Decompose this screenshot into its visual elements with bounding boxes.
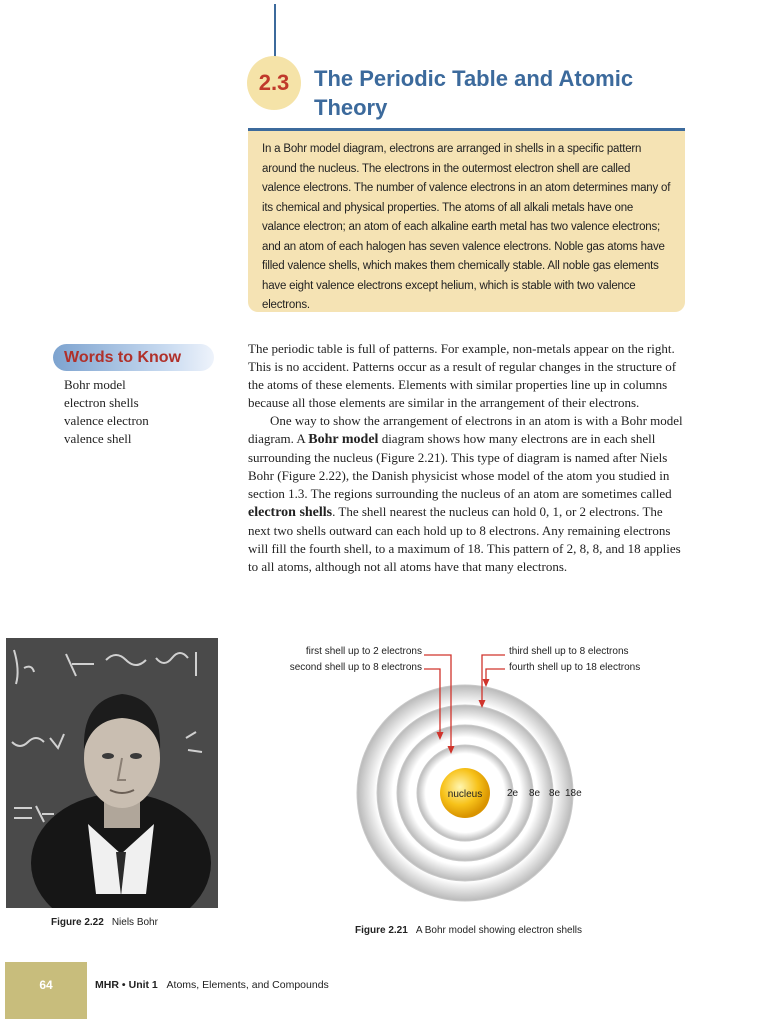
publisher: MHR — [95, 979, 119, 991]
figure-2-22-caption — [51, 917, 158, 928]
figure-caption-text: A Bohr model showing electron shells — [415, 925, 583, 936]
body-paragraph-2 — [248, 412, 688, 576]
header-rule-vertical — [274, 4, 276, 60]
section-number: 2.3 — [258, 70, 290, 95]
page-number: 64 — [39, 978, 53, 992]
capacity-label: 8e — [529, 788, 541, 799]
words-to-know-term: valence shell — [64, 431, 132, 446]
bullet-separator: • — [121, 979, 126, 991]
section-summary-box — [248, 131, 685, 312]
figure-number: Figure 2.22 — [51, 917, 104, 928]
words-to-know-heading: Words to Know — [53, 344, 214, 371]
portrait-illustration — [6, 638, 218, 908]
figure-caption-text: Niels Bohr — [111, 917, 158, 928]
body-text-span: . The shell nearest the nucleus can hold 0, 1, or 2 electrons. The next two shells outward can each hold up to 8 electrons. Any remaining electrons will fill the fourth shell, to a maximum of 18. This pattern of 2, 8, 8, and 18 applies to all atoms, although not all atoms have that many electrons. — [248, 504, 681, 574]
label-third-shell: third shell up to 8 electrons — [509, 646, 629, 657]
body-text-span: diagram shows how many electrons are in each shell surrounding the nucleus (Figure 2.21). This type of diagram is named after Niels Bohr (Figure 2.22), the Danish physicist whose model of the atom you studied in section 1.3. The regions surrounding the nucleus of an atom are sometimes called — [248, 431, 672, 501]
section-title: The Periodic Table and Atomic Theory — [314, 66, 634, 120]
section-summary-text: In a Bohr model diagram, electrons are arranged in shells in a specific pattern around the nucleus. The electrons in the outermost electron shell are called valence electrons. The number of valence electrons in an atom determines many of its chemical and physical properties. The atoms of all alkali metals have one valance electron; an atom of each alkaline earth metal has two valence electrons; and an atom of each halogen has seven valence electrons. Noble gas atoms have filled valence shells, which makes them chemically stable. All noble gas elements have eight valence electrons except helium, which is stable with two valence electrons. — [262, 143, 671, 311]
key-term-electron-shells: electron shells — [248, 505, 333, 520]
label-second-shell: second shell up to 8 electrons — [290, 662, 422, 673]
figure-number: Figure 2.21 — [355, 925, 408, 936]
unit-label: Unit 1 — [128, 979, 158, 991]
label-fourth-shell: fourth shell up to 18 electrons — [509, 662, 641, 673]
bohr-model-diagram — [290, 640, 650, 920]
bohr-model-svg — [290, 640, 650, 920]
body-text-span: One way to show the arrangement of electrons in an atom is with a Bohr model diagram. A — [248, 413, 683, 446]
key-term-bohr-model: Bohr model — [308, 432, 379, 447]
niels-bohr-photo — [6, 638, 218, 908]
unit-title: Atoms, Elements, and Compounds — [166, 979, 329, 991]
words-to-know-term: electron shells — [64, 395, 139, 410]
nucleus-label: nucleus — [447, 789, 483, 800]
words-to-know-term: valence electron — [64, 413, 149, 428]
body-paragraph-1: The periodic table is full of patterns. For example, non-metals appear on the right. This is no accident. Patterns occur as a result of regular changes in the structure of the atoms of these elements. Elements with similar properties line up in columns because all those elements are similar in the arrangement of their electrons. — [248, 341, 677, 410]
figure-2-21-caption — [355, 925, 582, 936]
capacity-label: 8e — [549, 788, 561, 799]
capacity-label: 18e — [565, 788, 582, 799]
words-to-know-list — [64, 376, 149, 448]
words-to-know-term: Bohr model — [64, 377, 126, 392]
running-footer — [95, 979, 329, 991]
body-text — [248, 340, 688, 576]
section-number-badge — [247, 56, 301, 110]
label-first-shell: first shell up to 2 electrons — [305, 646, 422, 657]
capacity-label: 2e — [507, 788, 519, 799]
